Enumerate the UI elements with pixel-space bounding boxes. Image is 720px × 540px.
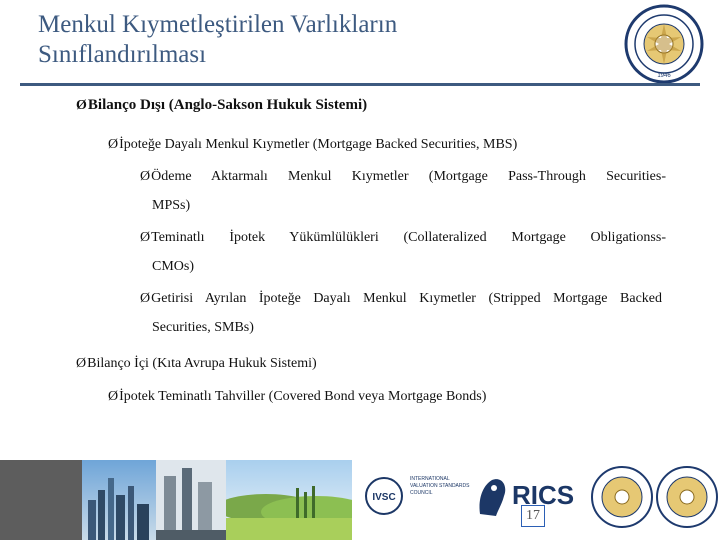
bullet-1-1-3-line-2: Securities, SMBs)	[152, 320, 254, 335]
rics-logo-text: RICS	[512, 480, 575, 510]
landscape-photo	[226, 460, 352, 540]
slide-title-line-2: Sınıflandırılması	[38, 41, 207, 68]
university-seal-footer-1	[590, 465, 654, 529]
page-number: 17	[521, 505, 545, 527]
tower-photo	[156, 460, 226, 540]
seal-year-text: 1946	[657, 73, 671, 79]
title-divider	[20, 83, 700, 86]
bullet-1-1-2-line-2: CMOs)	[152, 259, 195, 274]
bullet-1-1-3-line-1: ØGetirisi Ayrılan İpoteğe Dayalı Menkul Kıymetler (Stripped Mortgage Backed	[140, 291, 662, 306]
footer-dark-panel	[0, 460, 82, 540]
university-seal-logo	[624, 4, 704, 84]
slide-title-line-1: Menkul Kıymetleştirilen Varlıkların	[38, 11, 398, 38]
arrow-bullet-icon: Ø	[76, 98, 87, 113]
ivsc-logo	[364, 476, 404, 516]
ivsc-label: IVSC	[372, 492, 396, 503]
bullet-2-1: Øİpotek Teminatlı Tahviller (Covered Bond veya Mortgage Bonds)	[108, 389, 487, 404]
arrow-bullet-icon: Ø	[108, 137, 119, 152]
bullet-1: ØBilanço Dışı (Anglo-Sakson Hukuk Sistemi)	[76, 97, 368, 113]
city-skyline-photo	[82, 460, 156, 540]
arrow-bullet-icon: Ø	[140, 291, 151, 306]
rics-lion-icon	[472, 470, 512, 520]
bullet-1-1-1-line-1: ØÖdeme Aktarmalı Menkul Kıymetler (Mortgage Pass-Through Securities-	[140, 169, 666, 184]
university-seal-footer-2	[655, 465, 719, 529]
arrow-bullet-icon: Ø	[140, 230, 151, 245]
bullet-2: ØBilanço İçi (Kıta Avrupa Hukuk Sistemi)	[76, 356, 317, 371]
arrow-bullet-icon: Ø	[140, 169, 151, 184]
ivsc-caption: INTERNATIONAL VALUATION STANDARDS COUNCIL	[410, 476, 470, 496]
slide-title	[38, 10, 598, 70]
bullet-1-1-2-line-1: ØTeminatlı İpotek Yükümlülükleri (Collateralized Mortgage Obligationss-	[140, 230, 666, 245]
arrow-bullet-icon: Ø	[108, 389, 119, 404]
bullet-1-1-1-line-2: MPSs)	[152, 198, 191, 213]
bullet-1-1: Øİpoteğe Dayalı Menkul Kıymetler (Mortgage Backed Securities, MBS)	[108, 137, 518, 152]
arrow-bullet-icon: Ø	[76, 356, 87, 371]
